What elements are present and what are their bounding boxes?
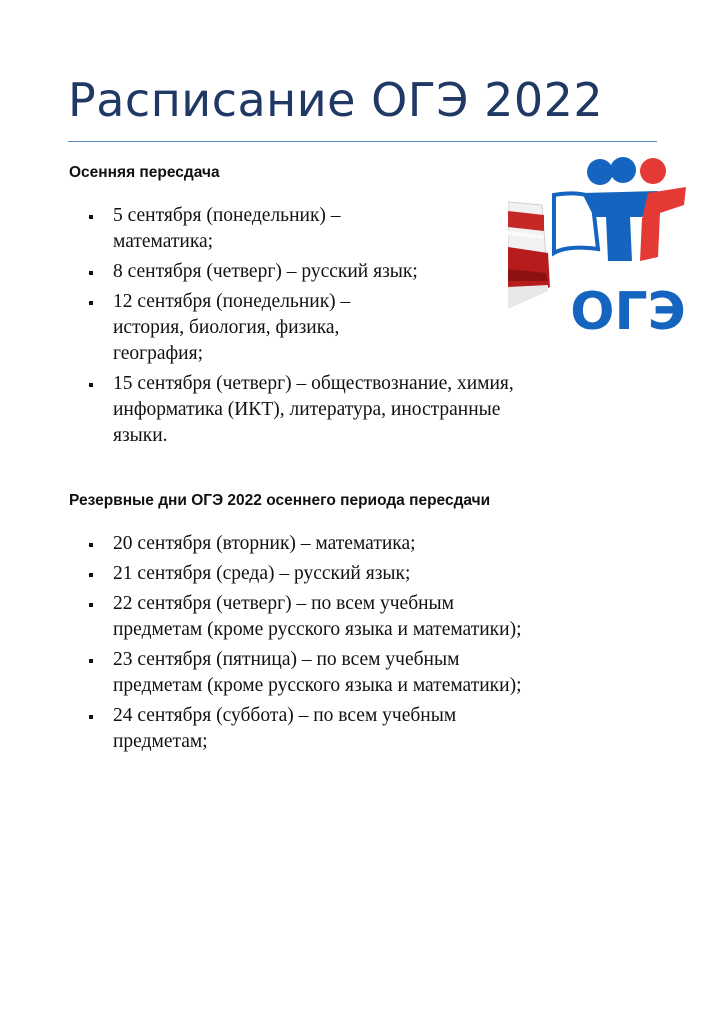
list-item-line: языки. [113, 425, 168, 446]
list-item-line: 15 сентября (четверг) – обществознание, химия, [113, 373, 514, 394]
list-item-line: 22 сентября (четверг) – по всем учебным [113, 593, 455, 614]
reserve-schedule-list [0, 531, 521, 759]
bullet-icon [89, 543, 93, 547]
list-item [0, 259, 514, 285]
list-item-line: 12 сентября (понедельник) – [113, 291, 351, 312]
bullet-icon [89, 659, 93, 663]
autumn-section-heading: Осенняя пересдача [69, 164, 220, 181]
bullet-icon [89, 271, 93, 275]
list-item-line: информатика (ИКТ), литература, иностранные [113, 399, 501, 420]
list-item [0, 531, 521, 557]
list-item [0, 203, 514, 255]
bullet-icon [89, 715, 93, 719]
reserve-section-heading: Резервные дни ОГЭ 2022 осеннего периода пересдачи [69, 492, 491, 509]
logo-text: ОГЭ [570, 282, 686, 339]
list-item-line: 24 сентября (суббота) – по всем учебным [113, 705, 457, 726]
list-item-line: 23 сентября (пятница) – по всем учебным [113, 649, 460, 670]
bullet-icon [89, 383, 93, 387]
list-item [0, 561, 521, 587]
page-title: Расписание ОГЭ 2022 [68, 73, 604, 127]
list-item [0, 647, 521, 699]
bullet-icon [89, 573, 93, 577]
bullet-icon [89, 301, 93, 305]
list-item-line: 20 сентября (вторник) – математика; [113, 533, 416, 554]
list-item [0, 703, 521, 755]
books-icon [508, 202, 550, 309]
bullet-icon [89, 215, 93, 219]
title-divider [68, 141, 657, 142]
figure-head-middle [610, 157, 636, 183]
figure-head-left [587, 159, 613, 185]
figure-head-right [640, 158, 666, 184]
list-item-line: 8 сентября (четверг) – русский язык; [113, 261, 418, 282]
list-item-line: 21 сентября (среда) – русский язык; [113, 563, 411, 584]
autumn-schedule-list [0, 203, 514, 453]
list-item-line: предметам (кроме русского языка и математики); [113, 675, 522, 696]
list-item [0, 371, 514, 449]
oge-logo-icon [508, 157, 694, 339]
list-item-line: математика; [113, 231, 214, 252]
list-item-line: история, биология, физика, [113, 317, 340, 338]
bullet-icon [89, 603, 93, 607]
list-item-line: география; [113, 343, 204, 364]
list-item-line: 5 сентября (понедельник) – [113, 205, 341, 226]
list-item-line: предметам; [113, 731, 208, 752]
list-item [0, 289, 514, 367]
list-item-line: предметам (кроме русского языка и математики); [113, 619, 522, 640]
list-item [0, 591, 521, 643]
